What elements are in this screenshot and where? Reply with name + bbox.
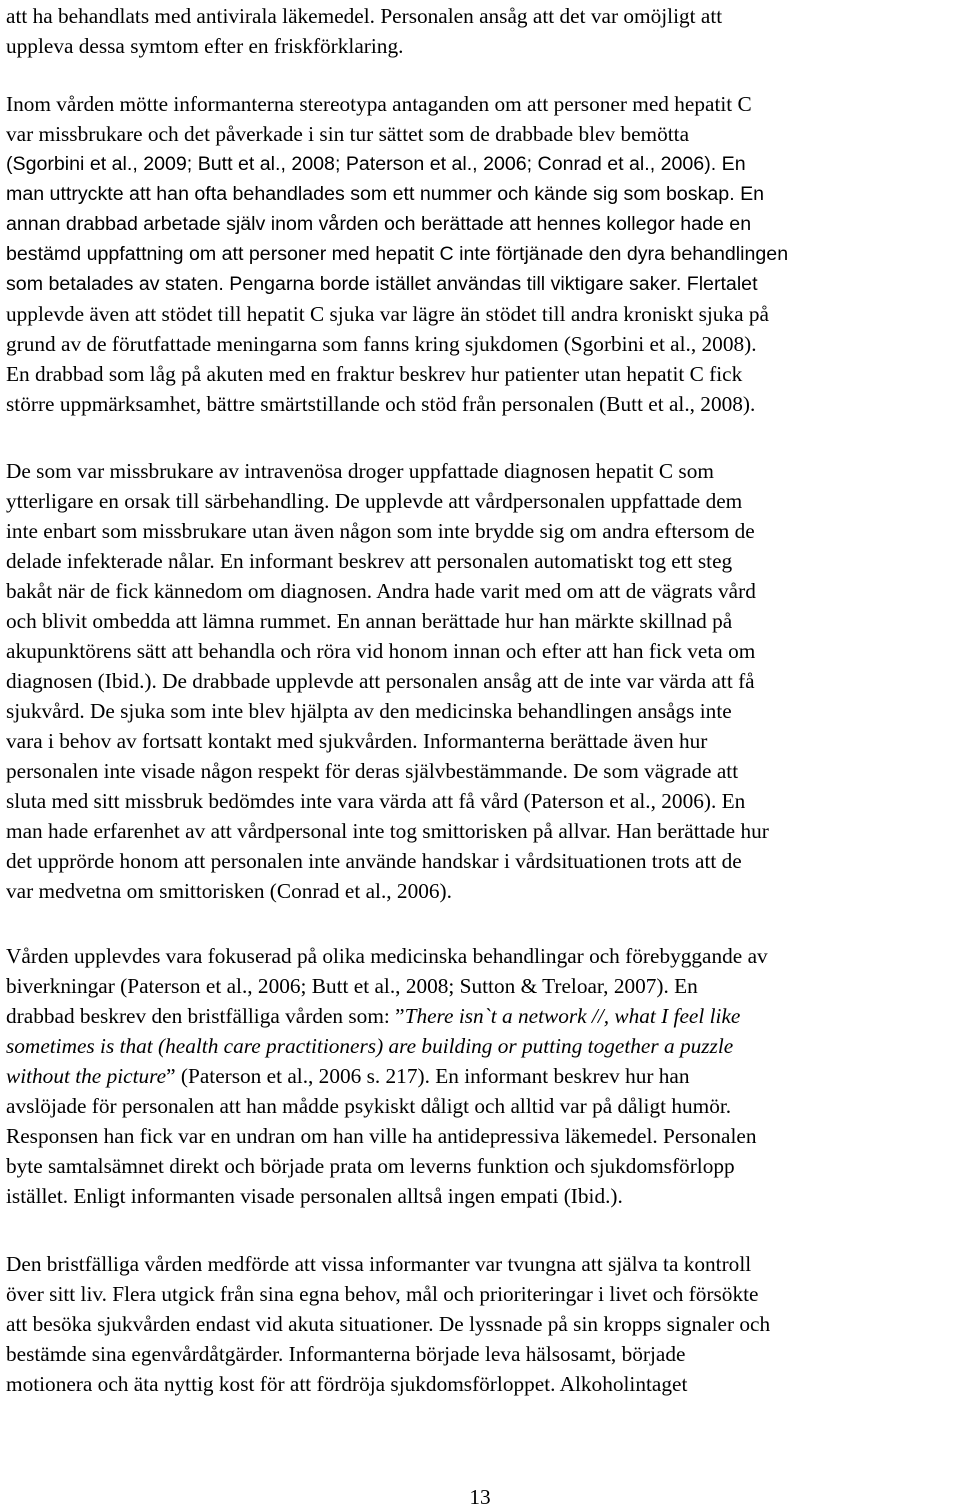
text-line — [6, 239, 788, 269]
text-line — [6, 666, 755, 696]
text-segment: byte samtalsämnet direkt och började prata om leverns funktion och sjukdomsförlopp — [6, 1154, 735, 1178]
text-line — [6, 299, 769, 329]
text-segment: var missbrukare och det påverkade i sin tur sättet som de drabbade blev bemötta — [6, 122, 690, 146]
text-line — [6, 846, 742, 876]
text-segment: man uttryckte att han ofta behandlades som ett nummer och kände sig som boskap. En — [6, 183, 765, 205]
text-line — [6, 359, 742, 389]
text-segment: personalen inte visade någon respekt för deras självbestämmande. De som vägrade att — [6, 759, 739, 783]
text-line — [6, 31, 403, 61]
text-line — [6, 1061, 690, 1091]
text-line — [6, 576, 756, 606]
text-line — [6, 756, 738, 786]
text-line — [6, 389, 755, 419]
text-line — [6, 1001, 740, 1031]
text-segment: det upprörde honom att personalen inte använde handskar i vårdsituationen trots att de — [6, 849, 742, 873]
text-segment: akupunktörens sätt att behandla och röra vid honom innan och efter att han fick veta om — [6, 639, 756, 663]
text-line — [6, 1249, 751, 1279]
text-segment: att ha behandlats med antivirala läkemedel. Personalen ansåg att det var omöjligt att — [6, 4, 723, 28]
text-line — [6, 696, 732, 726]
text-segment: över sitt liv. Flera utgick från sina egna behov, mål och prioriteringar i livet och försökte — [6, 1282, 759, 1306]
text-line — [6, 816, 769, 846]
text-line — [6, 1031, 733, 1061]
text-segment: avslöjade för personalen att han mådde psykiskt dåligt och alltid var på dåligt humör. — [6, 1094, 732, 1118]
text-segment: delade infekterade nålar. En informant beskrev att personalen automatiskt tog ett steg — [6, 549, 733, 573]
text-line — [6, 971, 698, 1001]
text-line — [6, 179, 764, 209]
text-line — [6, 1151, 735, 1181]
text-line — [6, 89, 752, 119]
text-segment: och blivit ombedda att lämna rummet. En annan berättade hur han märkte skillnad på — [6, 609, 733, 633]
text-line — [6, 516, 755, 546]
text-segment: vara i behov av fortsatt kontakt med sjukvården. Informanterna berättade även hur — [6, 729, 708, 753]
text-segment: motionera och äta nyttig kost för att fördröja sjukdomsförloppet. Alkoholintaget — [6, 1372, 688, 1396]
text-segment: upplevde även att stödet till hepatit C sjuka var lägre än stödet till andra kroniskt sjuka på — [6, 302, 769, 326]
text-line — [6, 329, 757, 359]
text-segment: Responsen han fick var en undran om han ville ha antidepressiva läkemedel. Personalen — [6, 1124, 757, 1148]
text-segment: var medvetna om smittorisken (Conrad et al., 2006). — [6, 879, 452, 903]
text-line — [6, 606, 732, 636]
text-line — [6, 1091, 731, 1121]
text-segment: En drabbad som låg på akuten med en fraktur beskrev hur patienter utan hepatit C fick — [6, 362, 743, 386]
text-segment: bestämd uppfattning om att personer med hepatit C inte förtjänade den dyra behandlingen — [6, 243, 789, 265]
text-segment: man hade erfarenhet av att vårdpersonal inte tog smittorisken på allvar. Han berättade hur — [6, 819, 769, 843]
text-line — [6, 1, 722, 31]
text-segment: större uppmärksamhet, bättre smärtstillande och stöd från personalen (Butt et al., 2008). — [6, 392, 756, 416]
quote-text: There isn`t a network //, what I feel like — [404, 1004, 741, 1028]
text-segment: bestämde sina egenvårdåtgärder. Informanterna började leva hälsosamt, började — [6, 1342, 686, 1366]
text-segment: som betalades av staten. Pengarna borde istället användas till viktigare saker. Flertalet — [6, 273, 758, 295]
text-line — [6, 1181, 623, 1211]
quote-text: sometimes is that (health care practitioners) are building or putting together a puzzle — [6, 1034, 734, 1058]
quote-text: without the picture — [6, 1064, 167, 1088]
text-line — [6, 456, 714, 486]
text-segment: drabbad beskrev den bristfälliga vården som: ” — [6, 1004, 405, 1028]
text-line — [6, 1279, 758, 1309]
text-segment: diagnosen (Ibid.). De drabbade upplevde att personalen ansåg att de inte var värda att få — [6, 669, 755, 693]
text-segment: ytterligare en orsak till särbehandling. De upplevde att vårdpersonalen uppfattade dem — [6, 489, 743, 513]
text-segment: Den bristfälliga vården medförde att vissa informanter var tvungna att själva ta kontroll — [6, 1252, 752, 1276]
text-segment: ” (Paterson et al., 2006 s. 217). En informant beskrev hur han — [166, 1064, 690, 1088]
text-line — [6, 941, 768, 971]
text-segment: uppleva dessa symtom efter en friskförklaring. — [6, 34, 404, 58]
text-segment: annan drabbad arbetade själv inom vården och berättade att hennes kollegor hade en — [6, 213, 752, 235]
text-segment: Vården upplevdes vara fokuserad på olika medicinska behandlingar och förebyggande av — [6, 944, 768, 968]
text-segment: biverkningar (Paterson et al., 2006; Butt et al., 2008; Sutton & Treloar, 2007). En — [6, 974, 698, 998]
text-line — [6, 1309, 770, 1339]
text-segment: att besöka sjukvården endast vid akuta situationer. De lyssnade på sin kropps signaler och — [6, 1312, 771, 1336]
text-segment: grund av de förutfattade meningarna som fanns kring sjukdomen (Sgorbini et al., 2008). — [6, 332, 757, 356]
text-segment: De som var missbrukare av intravenösa droger uppfattade diagnosen hepatit C som — [6, 459, 714, 483]
text-line — [6, 486, 742, 516]
text-segment: sjukvård. De sjuka som inte blev hjälpta av den medicinska behandlingen ansågs inte — [6, 699, 732, 723]
text-line — [6, 1121, 756, 1151]
text-line — [6, 636, 755, 666]
text-segment: istället. Enligt informanten visade personalen alltså ingen empati (Ibid.). — [6, 1184, 623, 1208]
text-line — [6, 726, 707, 756]
page-number: 13 — [469, 1485, 491, 1509]
text-line — [6, 546, 732, 576]
text-line — [6, 1339, 685, 1369]
text-line — [6, 119, 689, 149]
text-line — [6, 1369, 687, 1399]
text-line — [6, 149, 746, 179]
text-segment: (Sgorbini et al., 2009; Butt et al., 2008; Paterson et al., 2006; Conrad et al., 2006). En — [6, 153, 746, 175]
text-segment: sluta med sitt missbruk bedömdes inte vara värda att få vård (Paterson et al., 2006). En — [6, 789, 746, 813]
text-segment: inte enbart som missbrukare utan även någon som inte brydde sig om andra eftersom de — [6, 519, 755, 543]
text-segment: Inom vården mötte informanterna stereotypa antaganden om att personer med hepatit C — [6, 92, 752, 116]
text-line — [6, 209, 751, 239]
text-line — [6, 786, 745, 816]
text-line — [6, 876, 452, 906]
text-segment: bakåt när de fick kännedom om diagnosen. Andra hade varit med om att de vägrats vård — [6, 579, 756, 603]
text-line — [6, 269, 758, 299]
